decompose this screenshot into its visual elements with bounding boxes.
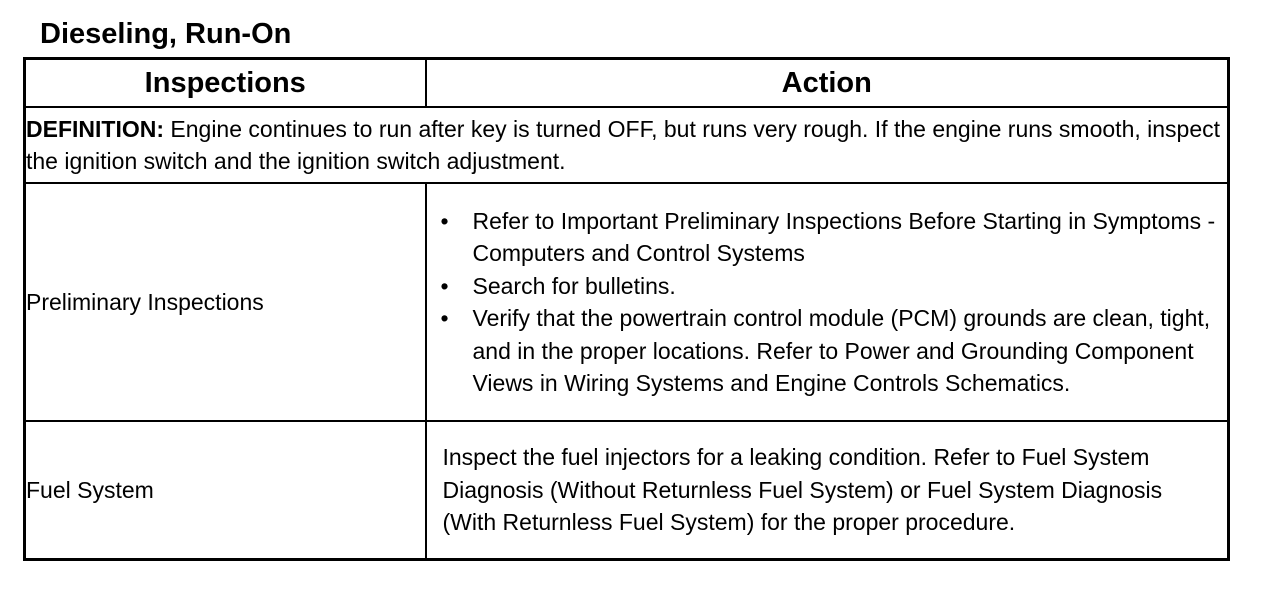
inspection-cell-fuel-system: Fuel System [25,421,426,560]
table-header-row [25,59,1229,108]
header-inspections: Inspections [25,59,426,108]
bullet-mark: • [440,305,449,331]
inspection-cell-preliminary: Preliminary Inspections [25,183,426,421]
action-bullet-text: Verify that the powertrain control module (PCM) grounds are clean, tight, and in the proper locations. Refer to Power and Grounding Component Views in Wiring Systems and Engine Controls Schematics. [472,305,1211,396]
action-bullet-list [427,199,1228,406]
action-cell-fuel-system [426,421,1229,560]
bullet-mark: • [440,272,449,299]
action-cell-preliminary [426,183,1229,421]
page-title: Dieseling, Run-On [40,18,292,50]
action-bullet-item [441,270,1218,303]
table-row [25,183,1229,421]
definition-row [25,107,1229,183]
definition-label: DEFINITION: [26,116,164,142]
action-text: Inspect the fuel injectors for a leaking condition. Refer to Fuel System Diagnosis (Without Returnless Fuel System) or Fuel System Diagnosis (With Returnless Fuel System) for the proper procedure. [442,444,1163,536]
definition-cell [25,107,1229,183]
action-bullet-item [441,205,1218,270]
header-action: Action [426,59,1229,108]
action-bullet-text: Refer to Important Preliminary Inspections Before Starting in Symptoms - Computers and Control Systems [472,207,1216,266]
table-row [25,421,1229,560]
action-bullet-item [441,302,1218,400]
diagnostic-table [23,57,1230,561]
definition-text: Engine continues to run after key is turned OFF, but runs very rough. If the engine runs smooth, inspect the ignition switch and the ignition switch adjustment. [26,116,1221,174]
action-bullet-text: Search for bulletins. [472,272,676,299]
bullet-mark: • [440,207,449,234]
